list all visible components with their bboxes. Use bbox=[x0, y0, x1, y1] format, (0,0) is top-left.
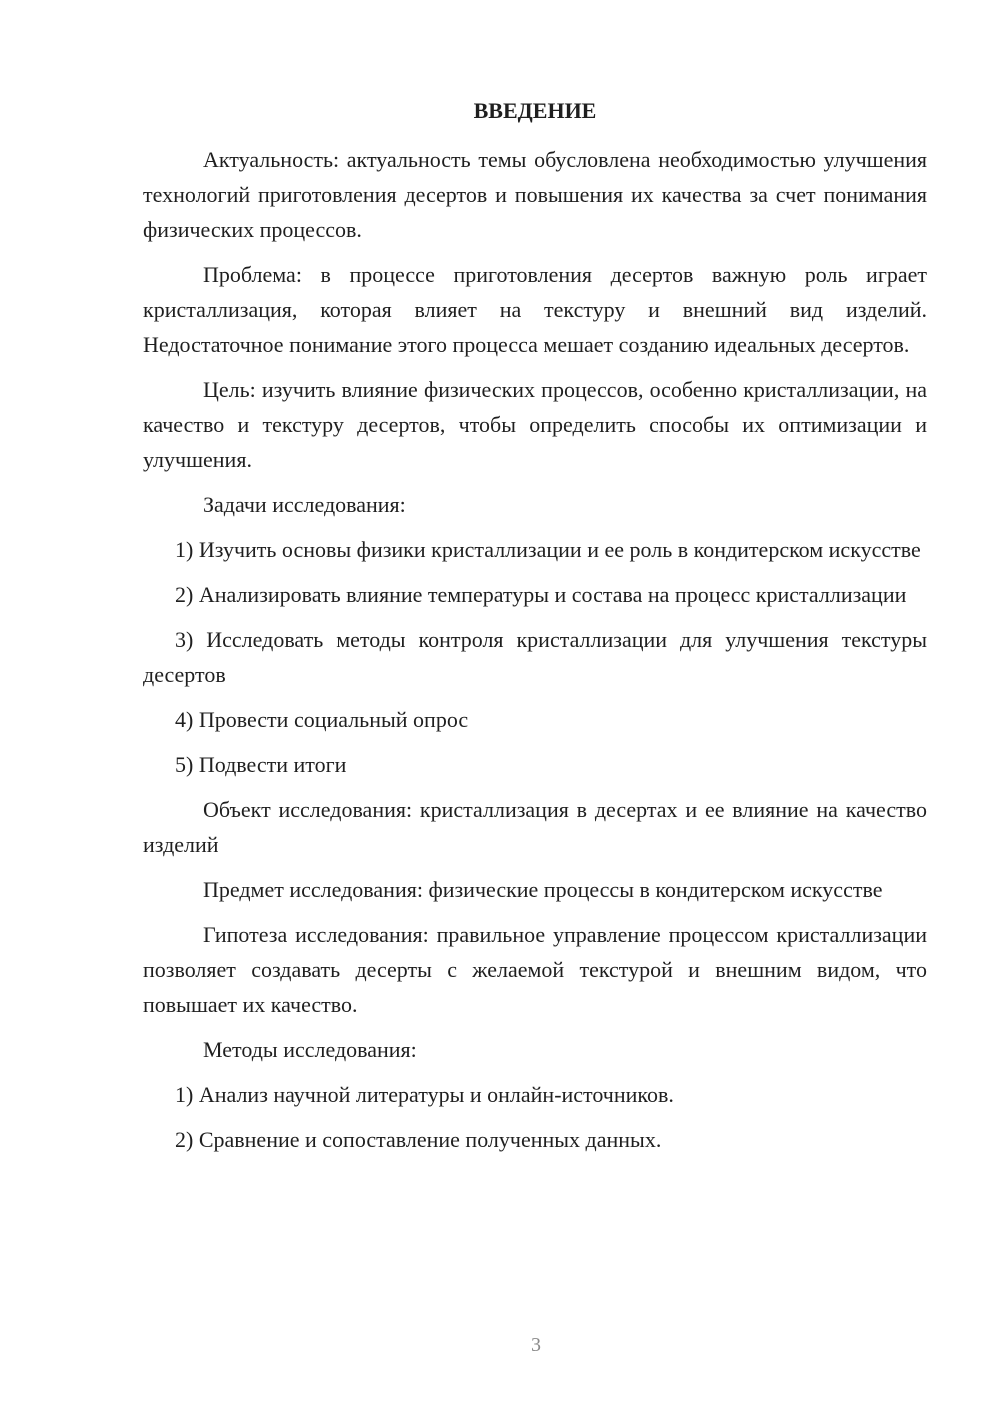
list-item: 1) Изучить основы физики кристаллизации и ее роль в кондитерском искусстве bbox=[175, 537, 921, 562]
list-item: 4) Провести социальный опрос bbox=[175, 707, 469, 732]
paragraph-hypothesis: Гипотеза исследования: правильное управление процессом кристаллизации позволяет создавать десерты с желаемой текстурой и внешним видом, что повышает их качество. bbox=[143, 922, 927, 1017]
page-title: ВВЕДЕНИЕ bbox=[473, 98, 597, 123]
paragraph-object: Объект исследования: кристаллизация в десертах и ее влияние на качество изделий bbox=[143, 797, 927, 857]
list-item: 2) Анализировать влияние температуры и состава на процесс кристаллизации bbox=[175, 582, 907, 607]
paragraph-subject: Предмет исследования: физические процессы в кондитерском искусстве bbox=[203, 877, 883, 902]
paragraph-problem: Проблема: в процессе приготовления десертов важную роль играет кристаллизация, которая влияет на текстуру и внешний вид изделий. Недостаточное понимание этого процесса мешает созданию идеальных десертов. bbox=[143, 262, 927, 357]
paragraph-goal: Цель: изучить влияние физических процессов, особенно кристаллизации, на качество и текстуру десертов, чтобы определить способы их оптимизации и улучшения. bbox=[143, 377, 927, 472]
paragraph-tasks-heading: Задачи исследования: bbox=[203, 492, 406, 517]
list-item: 5) Подвести итоги bbox=[175, 752, 347, 777]
list-item: 1) Анализ научной литературы и онлайн-источников. bbox=[175, 1082, 674, 1107]
list-item: 2) Сравнение и сопоставление полученных данных. bbox=[175, 1127, 662, 1152]
list-item: 3) Исследовать методы контроля кристаллизации для улучшения текстуры десертов bbox=[143, 627, 927, 687]
paragraph-methods-heading: Методы исследования: bbox=[203, 1037, 417, 1062]
document-body bbox=[143, 96, 927, 1167]
paragraph-relevance: Актуальность: актуальность темы обусловлена необходимостью улучшения технологий приготовления десертов и повышения их качества за счет понимания физических процессов. bbox=[143, 147, 927, 242]
page-number: 3 bbox=[531, 1334, 541, 1356]
